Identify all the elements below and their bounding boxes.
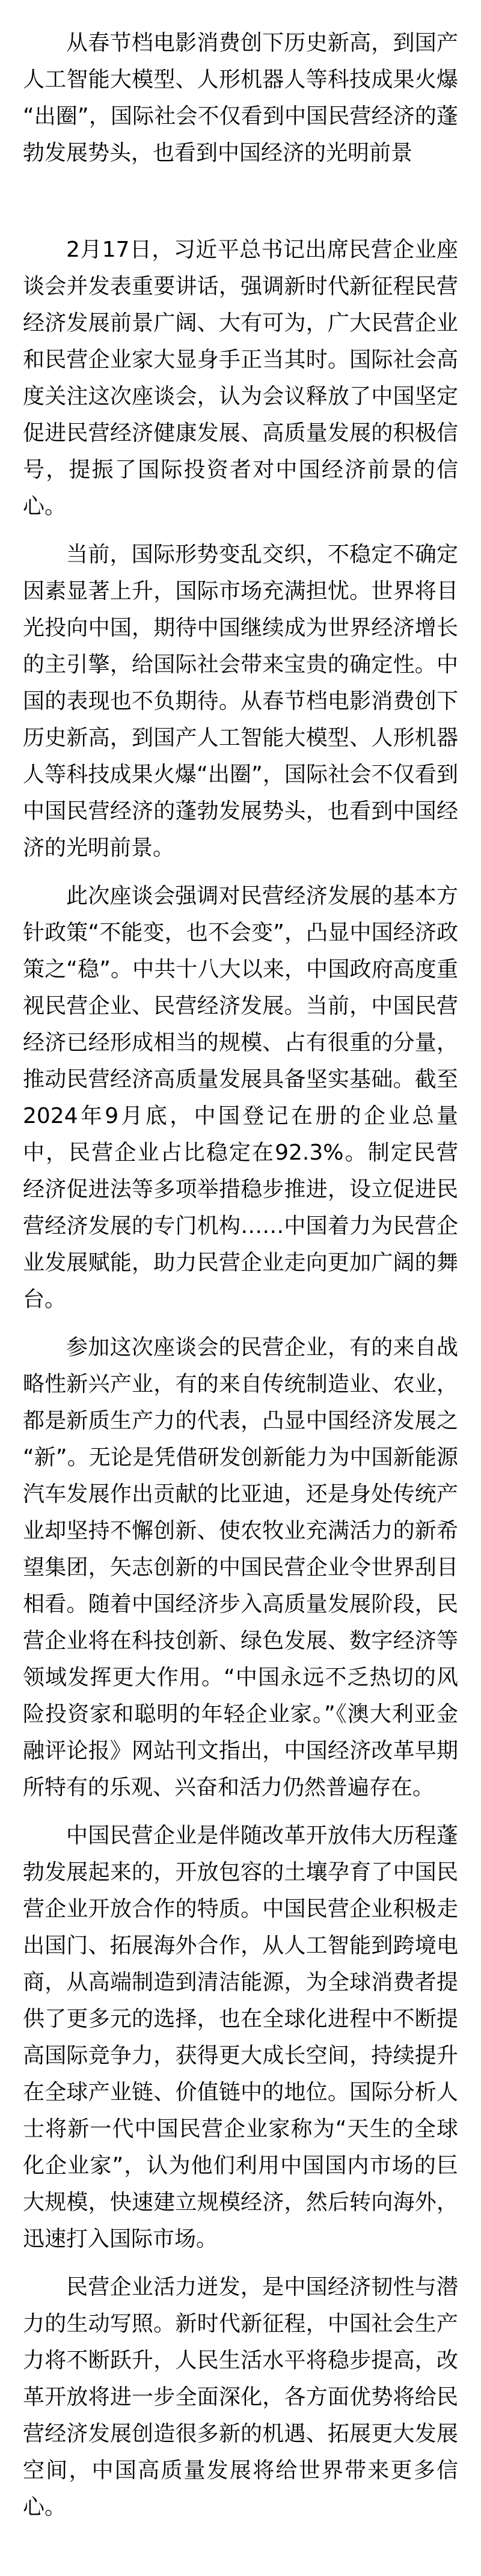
body-paragraph-4: 参加这次座谈会的民营企业，有的来自战略性新兴产业，有的来自传统制造业、农业，都是新质生产力的代表，凸显中国经济发展之“新”。无论是凭借研发创新能力为中国新能源汽车发展作出贡献的比亚迪，还是身处传统产业却坚持不懈创新、使农牧业充满活力的新希望集团，矢志创新的中国民营企业令世界刮目相看。随着中国经济步入高质量发展阶段，民营企业将在科技创新、绿色发展、数字经济等领域发挥更大作用。“中国永远不乏热切的风险投资家和聪明的年轻企业家。”《澳大利亚金融评论报》网站刊文指出，中国经济改革早期所特有的乐观、兴奋和活力仍然普遍存在。: [23, 1335, 458, 1800]
body-paragraph-6: 民营企业活力迸发，是中国经济韧性与潜力的生动写照。新时代新征程，中国社会生产力将不断跃升，人民生活水平将稳步提高，改革开放将进一步全面深化，各方面优势将给民营经济发展创造很多新的机遇、拓展更大发展空间，中国高质量发展将给世界带来更多信心。: [23, 2275, 458, 2519]
lead-paragraph: 从春节档电影消费创下历史新高，到国产人工智能大模型、人形机器人等科技成果火爆“出圈”，国际社会不仅看到中国民营经济的蓬勃发展势头，也看到中国经济的光明前景: [23, 31, 458, 165]
body-paragraph-1: 2月17日，习近平总书记出席民营企业座谈会并发表重要讲话，强调新时代新征程民营经济发展前景广阔、大有可为，广大民营企业和民营企业家大显身手正当其时。国际社会高度关注这次座谈会，认为会议释放了中国坚定促进民营经济健康发展、高质量发展的积极信号，提振了国际投资者对中国经济前景的信心。: [23, 237, 458, 519]
body-paragraph-5: 中国民营企业是伴随改革开放伟大历程蓬勃发展起来的，开放包容的土壤孕育了中国民营企业开放合作的特质。中国民营企业积极走出国门、拓展海外合作，从人工智能到跨境电商，从高端制造到清洁能源，为全球消费者提供了更多元的选择，也在全球化进程中不断提高国际竞争力，获得更大成长空间，持续提升在全球产业链、价值链中的地位。国际分析人士将新一代中国民营企业家称为“天生的全球化企业家”，认为他们利用中国国内市场的巨大规模，快速建立规模经济，然后转向海外，迅速打入国际市场。: [23, 1823, 458, 2251]
body-paragraph-2: 当前，国际形势变乱交织，不稳定不确定因素显著上升，国际市场充满担忧。世界将目光投向中国，期待中国继续成为世界经济增长的主引擎，给国际社会带来宝贵的确定性。中国的表现也不负期待。从春节档电影消费创下历史新高，到国产人工智能大模型、人形机器人等科技成果火爆“出圈”，国际社会不仅看到中国民营经济的蓬勃发展势头，也看到中国经济的光明前景。: [23, 542, 458, 860]
body-paragraph-3: 此次座谈会强调对民营经济发展的基本方针政策“不能变，也不会变”，凸显中国经济政策之“稳”。中共十八大以来，中国政府高度重视民营企业、民营经济发展。当前，中国民营经济已经形成相当的规模、占有很重的分量，推动民营经济高质量发展具备坚实基础。截至2024年9月底，中国登记在册的企业总量中，民营企业占比稳定在92.3%。制定民营经济促进法等多项举措稳步推进，设立促进民营经济发展的专门机构……中国着力为民营企业发展赋能，助力民营企业走向更加广阔的舞台。: [23, 884, 458, 1312]
